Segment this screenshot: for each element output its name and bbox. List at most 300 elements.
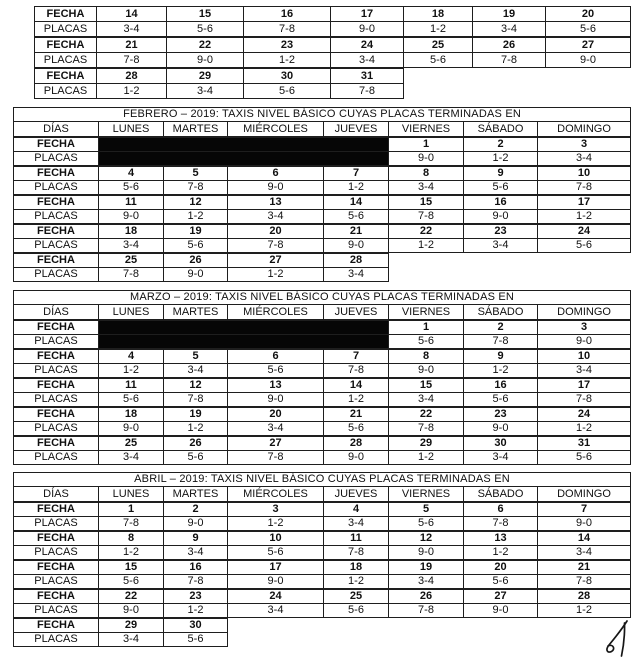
table-title: ABRIL – 2019: TAXIS NIVEL BÁSICO CUYAS PLACAS TERMINADAS EN xyxy=(14,473,631,487)
fecha-cell: 11 xyxy=(99,196,164,210)
fecha-cell: 25 xyxy=(99,437,164,451)
placas-cell: 3-4 xyxy=(228,210,324,224)
placas-cell: 5-6 xyxy=(99,393,164,407)
fecha-cell: 21 xyxy=(324,408,389,422)
placas-cell: 5-6 xyxy=(99,181,164,195)
column-header: DOMINGO xyxy=(538,487,631,502)
row-label: FECHA xyxy=(35,7,97,22)
fecha-cell: 20 xyxy=(228,408,324,422)
fecha-cell: 14 xyxy=(324,196,389,210)
row-label: PLACAS xyxy=(14,451,99,465)
fecha-cell: 23 xyxy=(164,590,228,604)
fecha-cell: 2 xyxy=(464,138,538,152)
placas-row xyxy=(14,364,631,378)
placas-row xyxy=(14,422,631,436)
column-header: VIERNES xyxy=(389,305,464,320)
fecha-cell: 15 xyxy=(167,7,244,22)
placas-cell: 7-8 xyxy=(464,335,538,349)
fecha-cell: 1 xyxy=(389,321,464,335)
fecha-cell: 31 xyxy=(331,69,404,84)
placas-cell: 9-0 xyxy=(99,422,164,436)
redacted-block xyxy=(99,138,389,152)
placas-cell: 7-8 xyxy=(331,84,404,99)
fecha-cell: 20 xyxy=(228,225,324,239)
placas-cell: 5-6 xyxy=(464,393,538,407)
column-header: MARTES xyxy=(164,487,228,502)
row-label: FECHA xyxy=(14,167,99,181)
placas-row xyxy=(14,210,631,224)
row-label: FECHA xyxy=(14,350,99,364)
fecha-cell: 7 xyxy=(538,503,631,517)
placas-cell: 5-6 xyxy=(99,575,164,589)
placas-cell: 3-4 xyxy=(228,422,324,436)
placas-cell: 3-4 xyxy=(99,239,164,253)
placas-cell: 1-2 xyxy=(538,604,631,618)
fecha-cell: 15 xyxy=(99,561,164,575)
placas-cell: 1-2 xyxy=(389,239,464,253)
fecha-row xyxy=(35,69,404,84)
placas-row xyxy=(14,451,631,465)
row-label: FECHA xyxy=(35,38,97,53)
placas-cell: 5-6 xyxy=(389,517,464,531)
schedule-row-pair xyxy=(13,224,631,253)
column-header: DÍAS xyxy=(14,487,99,502)
row-label: FECHA xyxy=(14,321,99,335)
fecha-cell: 16 xyxy=(244,7,331,22)
fecha-cell: 12 xyxy=(164,196,228,210)
schedule-row-pair xyxy=(13,589,631,618)
placas-cell: 9-0 xyxy=(538,335,631,349)
fecha-cell: 25 xyxy=(99,254,164,268)
fecha-cell: 30 xyxy=(244,69,331,84)
placas-row xyxy=(35,22,631,37)
month-table-header xyxy=(13,472,631,502)
column-header: LUNES xyxy=(99,122,164,137)
febrero-table xyxy=(13,107,631,282)
fecha-cell: 14 xyxy=(324,379,389,393)
placas-cell: 1-2 xyxy=(97,84,167,99)
row-label: PLACAS xyxy=(14,364,99,378)
placas-row xyxy=(14,268,389,282)
weekday-header-row xyxy=(14,305,631,320)
row-label: PLACAS xyxy=(35,53,97,68)
placas-cell: 7-8 xyxy=(164,393,228,407)
placas-cell: 7-8 xyxy=(389,210,464,224)
fecha-cell: 22 xyxy=(99,590,164,604)
placas-row xyxy=(35,53,631,68)
schedule-row-pair xyxy=(34,37,631,68)
fecha-cell: 8 xyxy=(99,532,164,546)
fecha-cell: 4 xyxy=(99,350,164,364)
placas-cell: 1-2 xyxy=(324,575,389,589)
column-header: DÍAS xyxy=(14,305,99,320)
fecha-cell: 29 xyxy=(99,619,164,633)
placas-row xyxy=(14,575,631,589)
placas-cell: 9-0 xyxy=(167,53,244,68)
fecha-cell: 18 xyxy=(99,225,164,239)
schedule-row-pair xyxy=(13,320,631,349)
title-row xyxy=(14,291,631,305)
fecha-cell: 18 xyxy=(99,408,164,422)
row-label: FECHA xyxy=(14,379,99,393)
column-header: MARTES xyxy=(164,305,228,320)
column-header: SÁBADO xyxy=(464,305,538,320)
schedule-row-pair xyxy=(34,6,631,37)
fecha-cell: 17 xyxy=(228,561,324,575)
fecha-cell: 14 xyxy=(538,532,631,546)
row-label: PLACAS xyxy=(35,84,97,99)
placas-cell: 7-8 xyxy=(389,422,464,436)
row-label: PLACAS xyxy=(14,393,99,407)
fecha-cell: 25 xyxy=(324,590,389,604)
placas-row xyxy=(14,393,631,407)
placas-cell: 3-4 xyxy=(389,575,464,589)
placas-cell: 7-8 xyxy=(244,22,331,37)
placas-cell: 1-2 xyxy=(404,22,473,37)
placas-cell: 1-2 xyxy=(464,152,538,166)
placas-cell: 1-2 xyxy=(389,451,464,465)
placas-cell: 9-0 xyxy=(389,152,464,166)
fecha-cell: 26 xyxy=(164,254,228,268)
row-label: FECHA xyxy=(35,69,97,84)
placas-cell: 1-2 xyxy=(538,422,631,436)
fecha-row xyxy=(35,7,631,22)
column-header: SÁBADO xyxy=(464,487,538,502)
row-label: PLACAS xyxy=(14,546,99,560)
placas-cell: 9-0 xyxy=(228,575,324,589)
placas-cell: 5-6 xyxy=(404,53,473,68)
enero-continuation-table xyxy=(34,6,631,99)
fecha-cell: 4 xyxy=(324,503,389,517)
fecha-cell: 10 xyxy=(538,167,631,181)
fecha-cell: 17 xyxy=(538,196,631,210)
weekday-header-row xyxy=(14,122,631,137)
schedule-row-pair xyxy=(13,502,631,531)
column-header: DOMINGO xyxy=(538,305,631,320)
fecha-cell: 2 xyxy=(164,503,228,517)
placas-cell: 3-4 xyxy=(464,451,538,465)
fecha-cell: 26 xyxy=(389,590,464,604)
column-header: LUNES xyxy=(99,487,164,502)
placas-cell: 7-8 xyxy=(464,517,538,531)
fecha-cell: 21 xyxy=(324,225,389,239)
placas-cell: 5-6 xyxy=(538,239,631,253)
placas-cell: 5-6 xyxy=(324,210,389,224)
row-label: PLACAS xyxy=(14,210,99,224)
fecha-cell: 16 xyxy=(464,196,538,210)
placas-row xyxy=(35,84,404,99)
column-header: MARTES xyxy=(164,122,228,137)
placas-cell: 9-0 xyxy=(324,451,389,465)
fecha-cell: 18 xyxy=(404,7,473,22)
marzo-table xyxy=(13,290,631,465)
schedule-row-pair xyxy=(13,349,631,378)
fecha-cell: 28 xyxy=(538,590,631,604)
fecha-cell: 12 xyxy=(389,532,464,546)
placas-cell: 9-0 xyxy=(228,393,324,407)
placas-cell: 9-0 xyxy=(464,604,538,618)
fecha-cell: 27 xyxy=(228,437,324,451)
schedule-row-pair xyxy=(13,253,389,282)
fecha-cell: 24 xyxy=(538,408,631,422)
placas-cell: 3-4 xyxy=(99,451,164,465)
placas-cell: 7-8 xyxy=(324,546,389,560)
placas-cell: 7-8 xyxy=(473,53,546,68)
schedule-row-pair xyxy=(13,378,631,407)
fecha-cell: 18 xyxy=(324,561,389,575)
fecha-cell: 11 xyxy=(324,532,389,546)
fecha-cell: 23 xyxy=(464,225,538,239)
placas-cell: 3-4 xyxy=(164,364,228,378)
placas-cell: 1-2 xyxy=(164,210,228,224)
placas-cell: 1-2 xyxy=(464,364,538,378)
placas-cell: 1-2 xyxy=(99,546,164,560)
fecha-cell: 29 xyxy=(389,437,464,451)
month-table-header xyxy=(13,290,631,320)
redacted-block xyxy=(99,335,389,349)
fecha-cell: 22 xyxy=(389,408,464,422)
placas-cell: 3-4 xyxy=(473,22,546,37)
placas-cell: 1-2 xyxy=(164,422,228,436)
placas-cell: 7-8 xyxy=(324,364,389,378)
placas-cell: 5-6 xyxy=(464,181,538,195)
placas-row xyxy=(14,546,631,560)
fecha-cell: 7 xyxy=(324,350,389,364)
placas-cell: 3-4 xyxy=(167,84,244,99)
placas-cell: 7-8 xyxy=(99,517,164,531)
row-label: PLACAS xyxy=(14,604,99,618)
placas-cell: 7-8 xyxy=(164,575,228,589)
fecha-cell: 21 xyxy=(538,561,631,575)
placas-cell: 7-8 xyxy=(99,268,164,282)
placas-cell: 1-2 xyxy=(324,181,389,195)
fecha-cell: 19 xyxy=(473,7,546,22)
placas-cell: 3-4 xyxy=(324,268,389,282)
fecha-cell: 13 xyxy=(228,196,324,210)
fecha-row xyxy=(14,408,631,422)
fecha-cell: 6 xyxy=(228,167,324,181)
fecha-row xyxy=(14,138,631,152)
placas-cell: 3-4 xyxy=(538,152,631,166)
placas-cell: 3-4 xyxy=(538,546,631,560)
placas-cell: 9-0 xyxy=(164,268,228,282)
placas-cell: 3-4 xyxy=(389,181,464,195)
placas-cell: 9-0 xyxy=(464,422,538,436)
fecha-cell: 5 xyxy=(164,167,228,181)
column-header: DOMINGO xyxy=(538,122,631,137)
placas-cell: 9-0 xyxy=(389,546,464,560)
table-title: FEBRERO – 2019: TAXIS NIVEL BÁSICO CUYAS PLACAS TERMINADAS EN xyxy=(14,108,631,122)
placas-cell: 9-0 xyxy=(331,22,404,37)
fecha-cell: 3 xyxy=(538,138,631,152)
fecha-cell: 13 xyxy=(228,379,324,393)
schedule-row-pair xyxy=(13,618,228,647)
fecha-cell: 15 xyxy=(389,196,464,210)
fecha-cell: 10 xyxy=(228,532,324,546)
placas-cell: 1-2 xyxy=(99,364,164,378)
redacted-block xyxy=(99,321,389,335)
placas-cell: 5-6 xyxy=(164,451,228,465)
fecha-cell: 25 xyxy=(404,38,473,53)
fecha-cell: 28 xyxy=(324,254,389,268)
placas-cell: 5-6 xyxy=(538,451,631,465)
fecha-cell: 11 xyxy=(99,379,164,393)
row-label: FECHA xyxy=(14,254,99,268)
placas-cell: 3-4 xyxy=(164,546,228,560)
fecha-cell: 27 xyxy=(464,590,538,604)
placas-cell: 3-4 xyxy=(538,364,631,378)
row-label: FECHA xyxy=(14,503,99,517)
placas-cell: 3-4 xyxy=(99,633,164,647)
schedule-row-pair xyxy=(13,407,631,436)
column-header: JUEVES xyxy=(324,305,389,320)
row-label: PLACAS xyxy=(14,633,99,647)
row-label: PLACAS xyxy=(14,517,99,531)
placas-cell: 1-2 xyxy=(228,268,324,282)
fecha-cell: 17 xyxy=(331,7,404,22)
fecha-cell: 16 xyxy=(464,379,538,393)
fecha-cell: 24 xyxy=(331,38,404,53)
fecha-cell: 24 xyxy=(538,225,631,239)
fecha-cell: 22 xyxy=(389,225,464,239)
fecha-cell: 2 xyxy=(464,321,538,335)
fecha-cell: 19 xyxy=(164,408,228,422)
fecha-row xyxy=(14,321,631,335)
placas-cell: 9-0 xyxy=(546,53,631,68)
fecha-cell: 9 xyxy=(464,350,538,364)
fecha-row xyxy=(14,225,631,239)
fecha-row xyxy=(14,437,631,451)
placas-cell: 9-0 xyxy=(389,364,464,378)
fecha-cell: 29 xyxy=(167,69,244,84)
schedule-row-pair xyxy=(13,531,631,560)
fecha-cell: 9 xyxy=(164,532,228,546)
row-label: PLACAS xyxy=(14,181,99,195)
placas-cell: 3-4 xyxy=(228,604,324,618)
fecha-row xyxy=(14,167,631,181)
placas-row xyxy=(14,239,631,253)
fecha-cell: 7 xyxy=(324,167,389,181)
schedule-row-pair xyxy=(13,195,631,224)
fecha-cell: 9 xyxy=(464,167,538,181)
row-label: FECHA xyxy=(14,561,99,575)
fecha-cell: 23 xyxy=(464,408,538,422)
fecha-cell: 28 xyxy=(97,69,167,84)
row-label: PLACAS xyxy=(14,575,99,589)
fecha-cell: 27 xyxy=(546,38,631,53)
fecha-cell: 4 xyxy=(99,167,164,181)
placas-cell: 1-2 xyxy=(324,393,389,407)
placas-cell: 1-2 xyxy=(164,604,228,618)
fecha-cell: 3 xyxy=(228,503,324,517)
schedule-row-pair xyxy=(13,436,631,465)
placas-cell: 9-0 xyxy=(324,239,389,253)
placas-row xyxy=(14,517,631,531)
placas-cell: 7-8 xyxy=(97,53,167,68)
placas-cell: 9-0 xyxy=(99,210,164,224)
placas-cell: 5-6 xyxy=(164,239,228,253)
placas-cell: 7-8 xyxy=(538,181,631,195)
row-label: FECHA xyxy=(14,619,99,633)
placas-cell: 9-0 xyxy=(164,517,228,531)
placas-cell: 7-8 xyxy=(228,239,324,253)
fecha-cell: 26 xyxy=(473,38,546,53)
placas-cell: 7-8 xyxy=(538,575,631,589)
placas-row xyxy=(14,633,228,647)
fecha-cell: 22 xyxy=(167,38,244,53)
fecha-cell: 19 xyxy=(164,225,228,239)
fecha-row xyxy=(35,38,631,53)
column-header: DÍAS xyxy=(14,122,99,137)
placas-cell: 9-0 xyxy=(464,210,538,224)
fecha-row xyxy=(14,590,631,604)
fecha-row xyxy=(14,196,631,210)
placas-cell: 3-4 xyxy=(97,22,167,37)
month-table-header xyxy=(13,107,631,137)
fecha-row xyxy=(14,532,631,546)
fecha-row xyxy=(14,379,631,393)
fecha-cell: 1 xyxy=(99,503,164,517)
column-header: SÁBADO xyxy=(464,122,538,137)
redacted-block xyxy=(99,152,389,166)
placas-cell: 1-2 xyxy=(244,53,331,68)
placas-row xyxy=(14,181,631,195)
fecha-cell: 31 xyxy=(538,437,631,451)
fecha-cell: 28 xyxy=(324,437,389,451)
placas-cell: 5-6 xyxy=(324,422,389,436)
row-label: PLACAS xyxy=(14,422,99,436)
column-header: VIERNES xyxy=(389,487,464,502)
placas-cell: 9-0 xyxy=(228,181,324,195)
fecha-cell: 15 xyxy=(389,379,464,393)
placas-cell: 5-6 xyxy=(324,604,389,618)
fecha-cell: 20 xyxy=(546,7,631,22)
column-header: LUNES xyxy=(99,305,164,320)
row-label: FECHA xyxy=(14,225,99,239)
fecha-cell: 10 xyxy=(538,350,631,364)
fecha-row xyxy=(14,350,631,364)
placas-cell: 5-6 xyxy=(228,364,324,378)
fecha-cell: 26 xyxy=(164,437,228,451)
row-label: PLACAS xyxy=(14,152,99,166)
column-header: JUEVES xyxy=(324,487,389,502)
fecha-cell: 17 xyxy=(538,379,631,393)
placas-cell: 5-6 xyxy=(167,22,244,37)
row-label: FECHA xyxy=(14,437,99,451)
table-title: MARZO – 2019: TAXIS NIVEL BÁSICO CUYAS PLACAS TERMINADAS EN xyxy=(14,291,631,305)
placas-cell: 9-0 xyxy=(538,517,631,531)
fecha-cell: 8 xyxy=(389,350,464,364)
placas-cell: 7-8 xyxy=(389,604,464,618)
abril-table xyxy=(13,472,631,647)
row-label: PLACAS xyxy=(14,239,99,253)
row-label: PLACAS xyxy=(35,22,97,37)
placas-cell: 9-0 xyxy=(99,604,164,618)
column-header: JUEVES xyxy=(324,122,389,137)
fecha-cell: 30 xyxy=(464,437,538,451)
fecha-cell: 19 xyxy=(389,561,464,575)
fecha-cell: 23 xyxy=(244,38,331,53)
schedule-row-pair xyxy=(13,166,631,195)
placas-row xyxy=(14,604,631,618)
fecha-cell: 16 xyxy=(164,561,228,575)
fecha-cell: 3 xyxy=(538,321,631,335)
placas-cell: 5-6 xyxy=(228,546,324,560)
placas-cell: 7-8 xyxy=(164,181,228,195)
fecha-cell: 13 xyxy=(464,532,538,546)
placas-cell: 3-4 xyxy=(389,393,464,407)
column-header: VIERNES xyxy=(389,122,464,137)
